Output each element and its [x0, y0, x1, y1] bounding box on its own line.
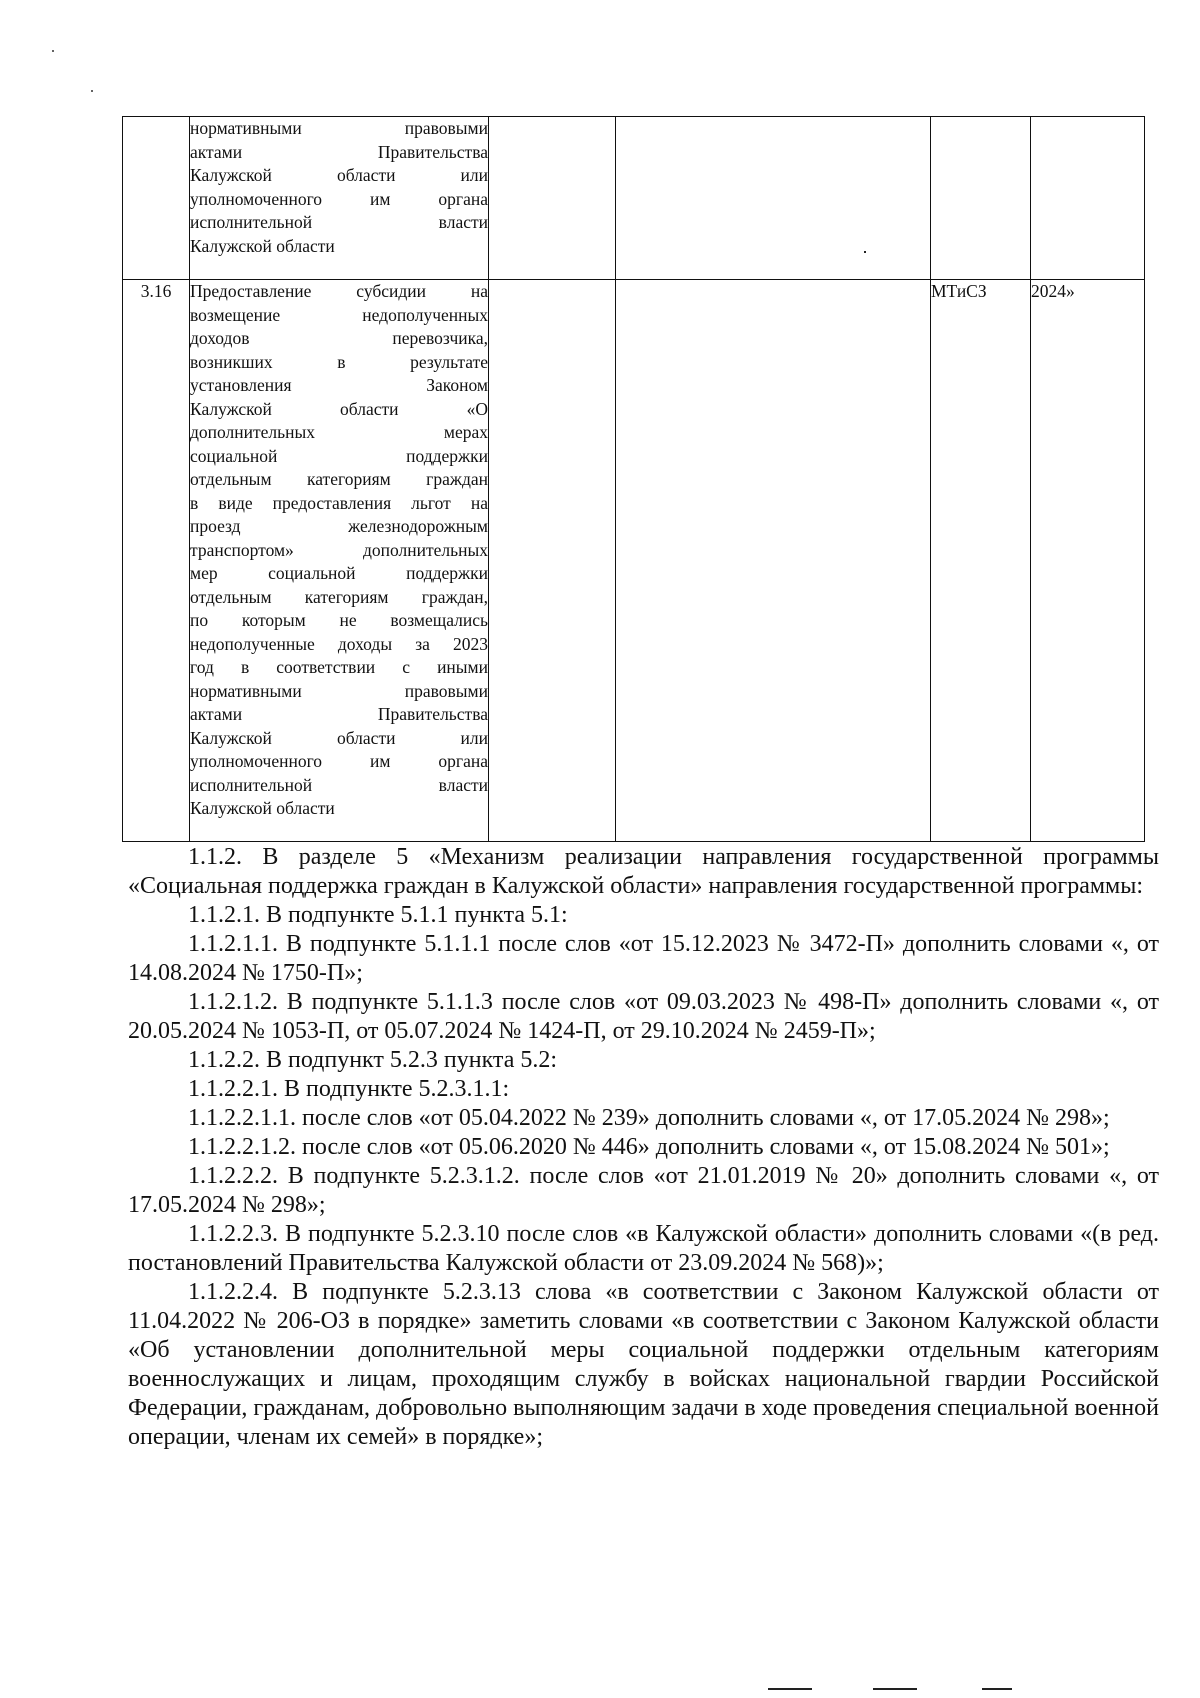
paragraph: 1.1.2.1. В подпункте 5.1.1 пункта 5.1: — [188, 902, 568, 928]
description-line: Калужской области — [190, 798, 335, 818]
description-line: социальной поддержки — [190, 445, 488, 466]
description-line: актами Правительства — [190, 141, 488, 162]
scan-mark — [982, 1688, 1012, 1690]
scan-mark — [768, 1688, 812, 1690]
description-line: отдельным категориям граждан, — [190, 586, 488, 607]
scan-speck — [864, 251, 866, 253]
description-line: возникших в результате — [190, 351, 488, 372]
row-number-cell: 3.16 — [123, 280, 190, 842]
description-line: по которым не возмещались — [190, 610, 488, 630]
scan-mark — [873, 1688, 917, 1690]
description-line: нормативными правовыми — [190, 118, 488, 138]
paragraph: 1.1.2.2.3. В подпункте 5.2.3.10 после слов «в Калужской области» дополнить словами «(в ред. постановлений Правительства Калужской области от 23.09.2024 № 568)»; — [128, 1221, 1159, 1276]
scan-speck — [91, 90, 93, 92]
description-line: мер социальной поддержки — [190, 563, 488, 583]
paragraph: 1.1.2.2.2. В подпункте 5.2.3.1.2. после слов «от 21.01.2019 № 20» дополнить словами «, от 17.05.2024 № 298»; — [128, 1163, 1159, 1218]
executor-cell — [931, 117, 1031, 280]
deadline-cell: 2024» — [1031, 280, 1145, 842]
description-line: в виде предоставления льгот на — [190, 492, 488, 513]
description-line: уполномоченного им органа — [190, 751, 488, 771]
paragraph: 1.1.2.1.2. В подпункте 5.1.1.3 после слов «от 09.03.2023 № 498-П» дополнить словами «, от 20.05.2024 № 1053-П, от 05.07.2024 № 1424-П, от 29.10.2024 № 2459-П»; — [128, 989, 1159, 1044]
table-row — [123, 280, 1145, 842]
description-line: проезд железнодорожным — [190, 516, 488, 536]
description-line: дополнительных мерах — [190, 422, 488, 442]
empty-cell — [616, 117, 931, 280]
empty-cell — [616, 280, 931, 842]
description-line: Калужской области или — [190, 165, 488, 185]
paragraph: 1.1.2.2.1.1. после слов «от 05.04.2022 № 239» дополнить словами «, от 17.05.2024 № 298»; — [188, 1105, 1110, 1131]
description-line: доходов перевозчика, — [190, 328, 488, 348]
description-line: недополученные доходы за 2023 — [190, 633, 488, 654]
table-row — [123, 117, 1145, 280]
paragraph: 1.1.2.2. В подпункт 5.2.3 пункта 5.2: — [188, 1047, 558, 1073]
row-number-cell — [123, 117, 190, 280]
paragraph: 1.1.2.2.1.2. после слов «от 05.06.2020 № 446» дополнить словами «, от 15.08.2024 № 501»; — [188, 1134, 1110, 1160]
program-table — [122, 116, 1145, 842]
deadline-cell — [1031, 117, 1145, 280]
description-line: актами Правительства — [190, 704, 488, 724]
executor-cell: МТиСЗ — [931, 280, 1031, 842]
amendment-text — [128, 843, 1159, 1452]
description-line: Калужской области или — [190, 727, 488, 748]
row-description-cell — [190, 117, 489, 280]
description-line: исполнительной власти — [190, 212, 488, 232]
row-description-cell — [190, 280, 489, 842]
description-line: Калужской области «О — [190, 398, 488, 419]
description-line: Предоставление субсидии на — [190, 281, 488, 301]
description-line: год в соответствии с иными — [190, 657, 488, 677]
description-line: исполнительной власти — [190, 774, 488, 795]
description-line: установления Законом — [190, 375, 488, 395]
footer-scan-marks — [0, 1688, 1200, 1692]
description-line: отдельным категориям граждан — [190, 469, 488, 489]
description-line: возмещение недополученных — [190, 304, 488, 325]
description-line: транспортом» дополнительных — [190, 539, 488, 560]
paragraph: 1.1.2.1.1. В подпункте 5.1.1.1 после слов «от 15.12.2023 № 3472-П» дополнить словами «, от 14.08.2024 № 1750-П»; — [128, 931, 1159, 986]
description-line: уполномоченного им органа — [190, 188, 488, 209]
paragraph: 1.1.2.2.4. В подпункте 5.2.3.13 слова «в соответствии с Законом Калужской области от 11.04.2022 № 206-ОЗ в порядке» заметить словами «в соответствии с Законом Калужской области «Об установлении дополнительной меры социальной поддержки отдельным категориям военнослужащих и лицам, проходящим службу в войсках национальной гвардии Российской Федерации, гражданам, добровольно выполняющим задачи в ходе проведения специальной военной операции, членам их семей» в порядке»; — [128, 1279, 1159, 1450]
empty-cell — [489, 117, 616, 280]
paragraph: 1.1.2.2.1. В подпункте 5.2.3.1.1: — [188, 1076, 510, 1102]
description-line: нормативными правовыми — [190, 680, 488, 701]
empty-cell — [489, 280, 616, 842]
scan-speck — [52, 50, 54, 52]
description-line: Калужской области — [190, 235, 335, 256]
paragraph: 1.1.2. В разделе 5 «Механизм реализации направления государственной программы «Социальная поддержка граждан в Калужской области» направления государственной программы: — [128, 844, 1159, 899]
